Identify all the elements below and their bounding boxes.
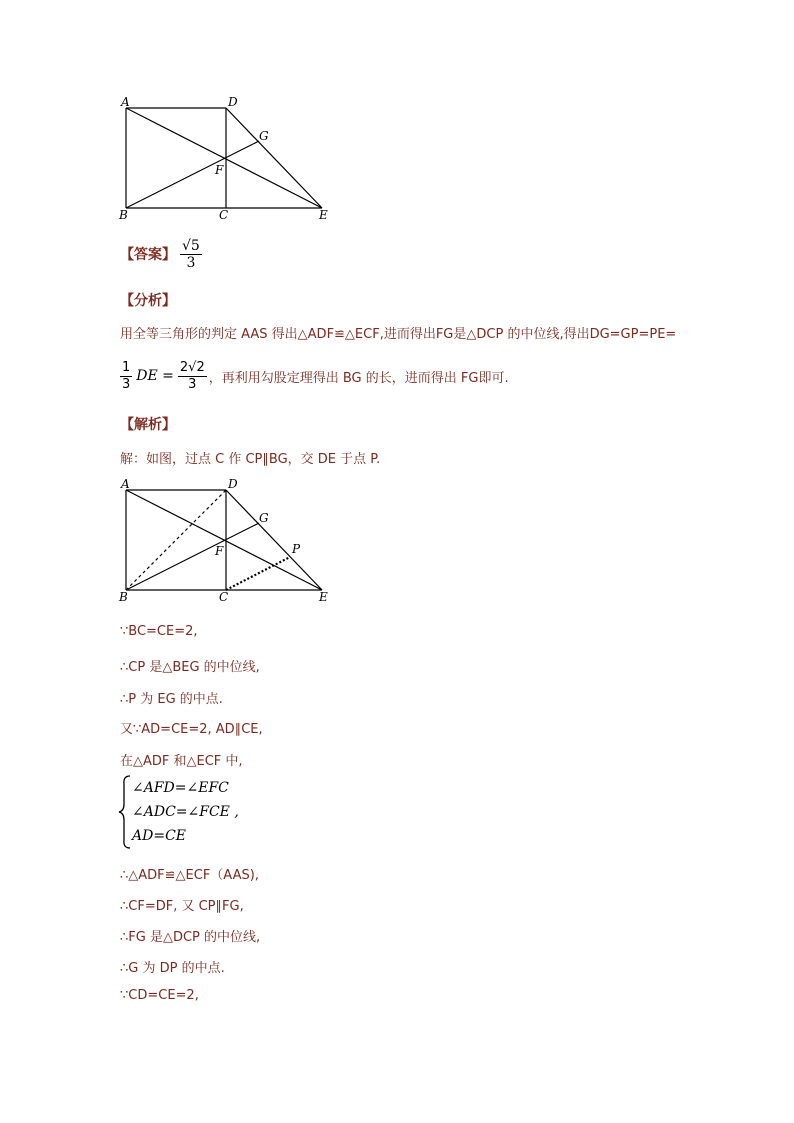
step-5: 在△ADF 和△ECF 中, [120,754,243,769]
label-c-2: C [219,590,229,604]
label-a-2: A [121,477,130,491]
label-b-2: B [119,590,128,604]
step-6: ∴△ADF≌△ECF（AAS), [120,868,259,883]
label-g-2: G [259,511,269,525]
solution-intro: 解：如图，过点 C 作 CP∥BG，交 DE 于点 P. [120,452,381,467]
answer-denominator: 3 [186,254,196,271]
label-a: A [121,95,130,109]
step-8: ∴FG 是△DCP 的中位线, [120,930,261,945]
label-g: G [259,129,269,143]
step-10: ∵CD=CE=2, [120,988,199,1003]
step-4: 又∵AD=CE=2, AD∥CE, [120,722,263,737]
label-f-2: F [215,544,224,558]
step-2: ∴CP 是△BEG 的中位线, [120,660,260,675]
label-p-2: P [292,542,301,556]
label-b: B [119,208,128,222]
system-line-3: AD=CE [132,828,186,844]
solution-tag: 【解析】 [120,417,176,433]
system-line-1: ∠AFD=∠EFC [132,780,229,796]
analysis-line-2-rest: ，再利用勾股定理得出 BG 的长，进而得出 FG即可. [208,370,509,386]
segment-de-2 [226,490,322,590]
label-e: E [319,208,328,222]
step-9: ∴G 为 DP 的中点. [120,961,225,976]
label-d-2: D [228,477,238,491]
de-equals: DE = [136,368,174,384]
label-e-2: E [319,590,328,604]
step-1: ∵BC=CE=2, [120,624,198,639]
answer-numerator: √5 [182,237,200,254]
segment-bd-dashed [126,490,226,590]
segment-cp-dotted [226,557,290,590]
label-f: F [215,163,224,177]
step-3: ∴P 为 EG 的中点. [120,692,223,707]
analysis-tag: 【分析】 [120,293,176,309]
fraction-one-third: $\frac{1}{3}$ [122,359,131,392]
label-c: C [219,208,229,222]
answer-tag: 【答案】 [120,247,176,263]
analysis-line-1: 用全等三角形的判定 AAS 得出△ADF≌△ECF,进而得出FG是△DCP 的中位线,得出DG=GP=PE= [120,327,677,342]
system-equations [132,776,239,848]
system-line-2: ∠ADC=∠FCE , [132,804,239,820]
label-d: D [228,95,238,109]
fraction-two-root-two-third: $\frac{2√2}{3}$ [179,359,205,392]
segment-bg-2 [126,523,259,590]
step-7: ∴CF=DF, 又 CP∥FG, [120,899,244,914]
